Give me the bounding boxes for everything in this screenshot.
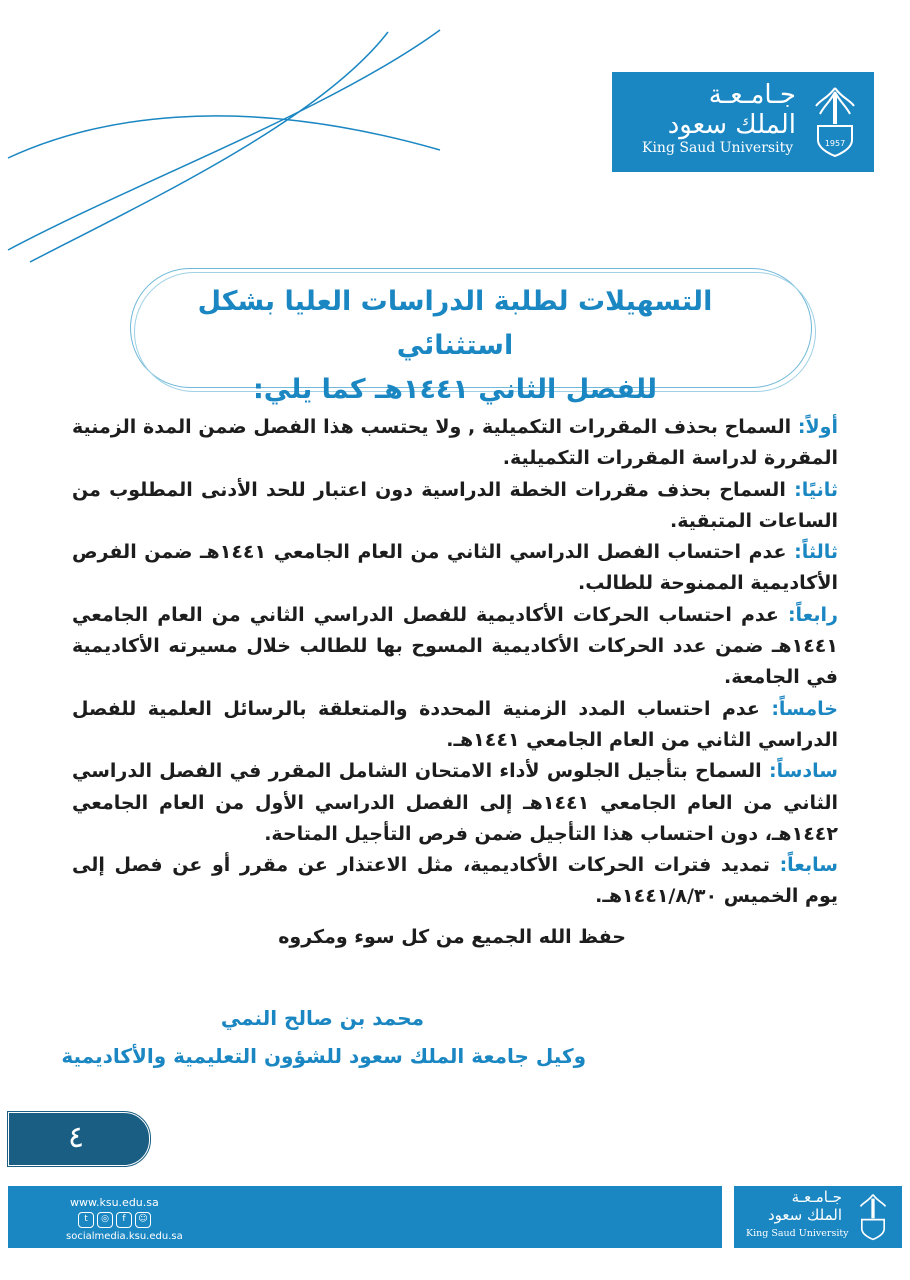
page-number: ٤ (67, 1120, 85, 1155)
footer-university-logo (734, 1186, 902, 1248)
title-line-1: التسهيلات لطلبة الدراسات العليا بشكل استثنائي (197, 286, 713, 361)
footer-logo-arabic-line2: الملك سعود (767, 1206, 842, 1224)
university-logo (612, 72, 874, 172)
list-item: سابعاً: تمديد فترات الحركات الأكاديمية، مثل الاعتذار عن مقرر أو عن فصل إلى يوم الخميس ١٤٤١/٨/٣٠هـ. (72, 854, 838, 908)
list-item: رابعاً: عدم احتساب الحركات الأكاديمية للفصل الدراسي الثاني من العام الجامعي ١٤٤١هـ ضمن عدد الحركات الأكاديمية المسوح بها للطالب خلال مسيرته الأكاديمية في الجامعة. (72, 603, 838, 689)
closing-line: حفظ الله الجميع من كل سوء ومكروه (278, 926, 626, 948)
logo-year: 1957 (824, 139, 846, 148)
instagram-icon[interactable]: ◎ (97, 1212, 113, 1228)
facebook-icon[interactable]: f (116, 1212, 132, 1228)
social-icons (78, 1212, 151, 1228)
list-item: سادساً: السماح بتأجيل الجلوس لأداء الامتحان الشامل المقرر في الفصل الدراسي الثاني من العام الجامعي ١٤٤١هـ إلى الفصل الدراسي الأول من العام الجامعي ١٤٤٢هـ، دون احتساب هذا التأجيل ضمن فرص التأجيل المتاحة. (72, 760, 838, 845)
page-title (140, 280, 770, 412)
footer-palm-emblem-icon (856, 1192, 890, 1242)
list-item: ثانيًا: السماح بحذف مقررات الخطة الدراسية دون اعتبار للحد الأدنى المطلوب من الساعات المتبقية. (72, 478, 838, 532)
measures-list (72, 412, 838, 913)
signatory-position: وكيل جامعة الملك سعود للشؤون التعليمية والأكاديمية (61, 1044, 586, 1068)
footer-logo-english-name: King Saud University (746, 1228, 849, 1239)
footer-social-link[interactable]: socialmedia.ksu.edu.sa (66, 1231, 183, 1242)
logo-arabic-line2: الملك سعود (667, 110, 796, 140)
signatory-name: محمد بن صالح النمي (220, 1006, 424, 1030)
decorative-curves (0, 0, 460, 270)
title-line-2: للفصل الثاني ١٤٤١هـ كما يلي: (253, 374, 657, 405)
list-item: ثالثاً: عدم احتساب الفصل الدراسي الثاني من العام الجامعي ١٤٤١هـ ضمن الفرص الأكاديمية الممنوحة للطالب. (72, 541, 839, 595)
footer-logo-arabic-line1: جـامـعـة (791, 1188, 842, 1206)
list-item: أولاً: السماح بحذف المقررات التكميلية , ولا يحتسب هذا الفصل ضمن المدة الزمنية المقررة لدراسة المقررات التكميلية. (72, 416, 838, 470)
logo-english-name: King Saud University (642, 140, 794, 156)
palm-emblem-icon (810, 84, 860, 160)
snapchat-icon[interactable]: ☺ (135, 1212, 151, 1228)
list-item: خامساً: عدم احتساب المدد الزمنية المحددة والمتعلقة بالرسائل العلمية للفصل الدراسي الثاني من العام الجامعي ١٤٤١هـ. (72, 697, 838, 751)
footer-website[interactable]: www.ksu.edu.sa (70, 1196, 159, 1209)
logo-arabic-line1: جـامـعـة (708, 80, 796, 110)
twitter-icon[interactable]: t (78, 1212, 94, 1228)
